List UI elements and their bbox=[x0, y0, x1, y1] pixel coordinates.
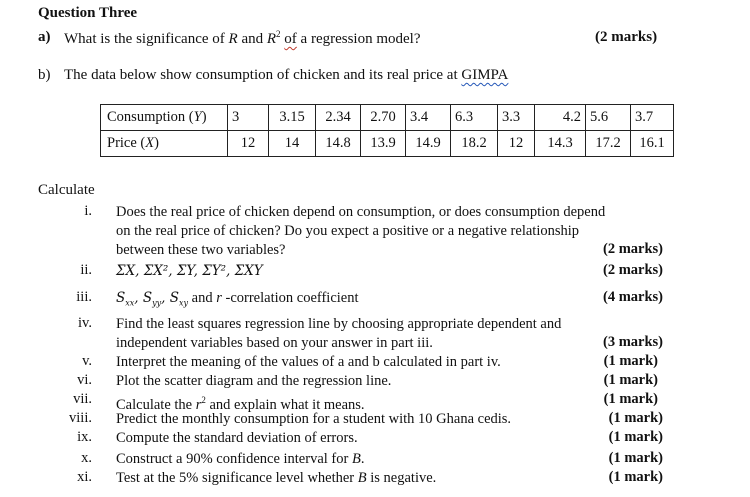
item-number: vii. bbox=[73, 391, 92, 407]
consumption-label: Consumption (Y) bbox=[101, 105, 228, 131]
table-cell: 3.3 bbox=[498, 105, 535, 131]
part-b-label: b) bbox=[38, 67, 51, 83]
item-marks: (1 mark) bbox=[608, 450, 663, 466]
item-number: iii. bbox=[76, 289, 92, 305]
item-iv-text bbox=[116, 315, 561, 353]
table-cell: 6.3 bbox=[451, 105, 498, 131]
table-cell: 5.6 bbox=[586, 105, 631, 131]
table-cell: 3.4 bbox=[406, 105, 451, 131]
table-cell: 3 bbox=[228, 105, 269, 131]
item-vii-text: Calculate the $r^2$ and explain what it means. bbox=[116, 395, 365, 413]
table-cell: 3.7 bbox=[631, 105, 674, 131]
item-line: between these two variables? bbox=[116, 242, 286, 258]
item-marks: (1 mark) bbox=[608, 410, 663, 426]
item-text: Predict the monthly consumption for a student with 10 Ghana cedis. bbox=[116, 411, 512, 427]
item-number: x. bbox=[81, 450, 92, 466]
item-number: xi. bbox=[77, 469, 92, 485]
calculate-heading: Calculate bbox=[38, 182, 95, 198]
part-a-label: a) bbox=[38, 29, 51, 45]
table-cell: 12 bbox=[228, 131, 269, 157]
item-text: Plot the scatter diagram and the regression line. bbox=[116, 373, 392, 389]
item-line: Does the real price of chicken depend on consumption, or does consumption depend bbox=[116, 204, 606, 220]
table-cell: 2.70 bbox=[361, 105, 406, 131]
table-cell: 14.8 bbox=[316, 131, 361, 157]
item-marks: (3 marks) bbox=[602, 334, 663, 350]
table-cell: 14 bbox=[269, 131, 316, 157]
item-marks: (2 marks) bbox=[602, 241, 663, 257]
part-b-question: The data below show consumption of chicken and its real price at GIMPA bbox=[64, 67, 509, 83]
table-cell: 16.1 bbox=[631, 131, 674, 157]
consumption-row bbox=[101, 105, 674, 131]
part-a-marks: (2 marks) bbox=[595, 29, 658, 45]
item-number: i. bbox=[84, 203, 92, 219]
item-number: viii. bbox=[69, 410, 92, 426]
item-number: v. bbox=[82, 353, 92, 369]
item-number: iv. bbox=[78, 315, 92, 331]
table-cell: 3.15 bbox=[269, 105, 316, 131]
data-table bbox=[100, 104, 674, 157]
item-line: independent variables based on your answer in part iii. bbox=[116, 335, 433, 351]
table-cell: 2.34 bbox=[316, 105, 361, 131]
table-cell: 17.2 bbox=[586, 131, 631, 157]
item-line: on the real price of chicken? Do you expect a positive or a negative relationship bbox=[116, 223, 580, 239]
item-number: ix. bbox=[77, 429, 92, 445]
table-cell: 18.2 bbox=[451, 131, 498, 157]
question-title: Question Three bbox=[38, 5, 138, 21]
item-ii-text: ΣX, ΣX², ΣY, ΣY², ΣXY bbox=[116, 263, 263, 279]
table-cell: 12 bbox=[498, 131, 535, 157]
item-i-text bbox=[116, 203, 605, 260]
item-marks: (1 mark) bbox=[608, 429, 663, 445]
table-cell: 14.3 bbox=[535, 131, 586, 157]
table-cell: 13.9 bbox=[361, 131, 406, 157]
table-cell: 4.2 bbox=[535, 105, 586, 131]
item-marks: (1 mark) bbox=[603, 372, 658, 388]
item-text: Compute the standard deviation of errors. bbox=[116, 430, 358, 446]
part-a-question: What is the significance of R and $R^2$ of a regression model? bbox=[64, 29, 421, 47]
item-number: ii. bbox=[80, 262, 92, 278]
item-xi-text: Test at the 5% significance level whether B is negative. bbox=[116, 470, 437, 486]
item-text: Interpret the meaning of the values of a and b calculated in part iv. bbox=[116, 354, 501, 370]
item-marks: (2 marks) bbox=[602, 262, 663, 278]
price-row bbox=[101, 131, 674, 157]
table-cell: 14.9 bbox=[406, 131, 451, 157]
item-marks: (1 mark) bbox=[603, 391, 658, 407]
item-marks: (4 marks) bbox=[602, 289, 663, 305]
item-line: Find the least squares regression line by choosing appropriate dependent and bbox=[116, 316, 562, 332]
price-label: Price (X) bbox=[101, 131, 228, 157]
item-marks: (1 mark) bbox=[608, 469, 663, 485]
item-x-text: Construct a 90% confidence interval for B. bbox=[116, 451, 365, 467]
item-marks: (1 mark) bbox=[603, 353, 658, 369]
item-iii-text: $S_{xx}$, $S_{yy}$, $S_{xy}$ and r -correlation coefficient bbox=[116, 290, 359, 308]
item-number: vi. bbox=[77, 372, 92, 388]
